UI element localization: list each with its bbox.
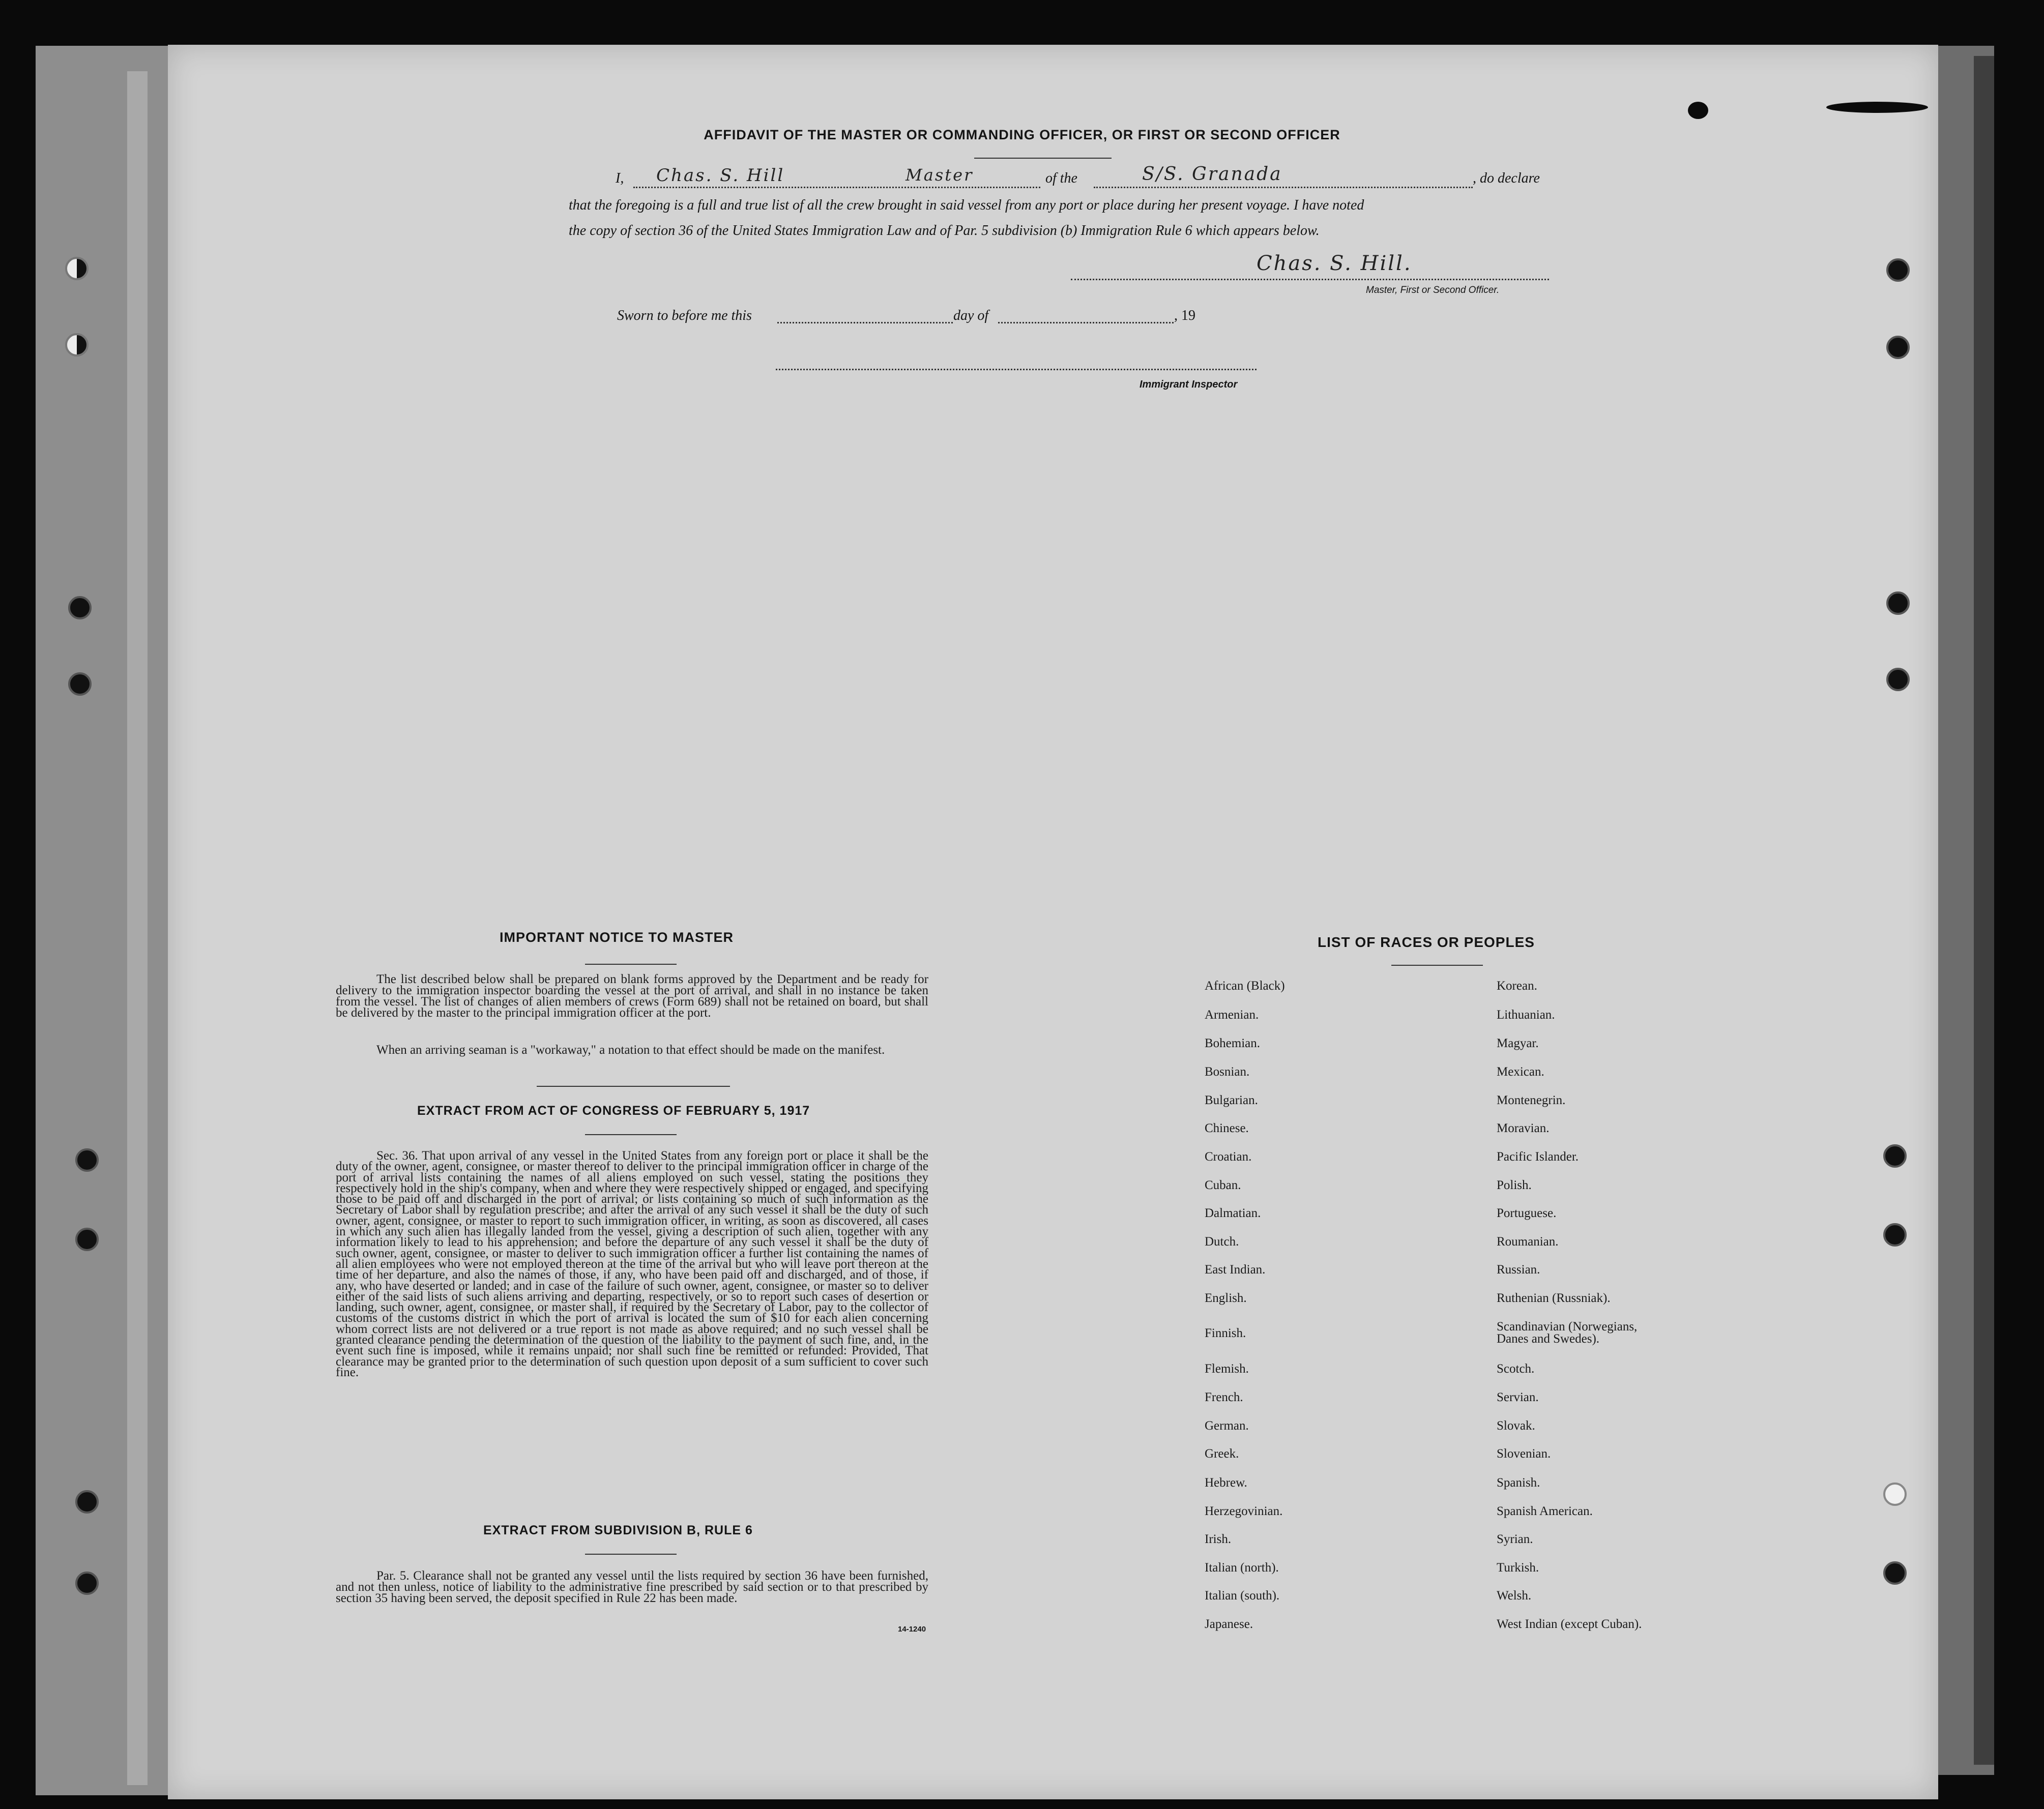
race-item: Spanish. bbox=[1497, 1476, 1540, 1490]
race-item: Dutch. bbox=[1205, 1235, 1239, 1249]
affidavit-line-3: the copy of section 36 of the United States Immigration Law and of Par. 5 subdivision (b) Immigration Rule 6 which appears below. bbox=[569, 223, 1320, 239]
par5-text: Clearance shall not be granted any vessel until the lists required by section 36 have been furnished, and not then unless, notice of liability to the administrative fine prescribed by said section or to that prescribed by section 35 having been served, the deposit specified in Rule 22 has been made. bbox=[336, 1569, 928, 1605]
year-label: , 19 bbox=[1174, 308, 1195, 323]
race-item: Pacific Islander. bbox=[1497, 1150, 1579, 1164]
race-item: Bohemian. bbox=[1205, 1036, 1261, 1050]
punch-hole-icon bbox=[1883, 1561, 1907, 1585]
race-item: African (Black) bbox=[1205, 979, 1285, 993]
race-item: Slovak. bbox=[1497, 1419, 1535, 1433]
vessel-name-handwritten: S/S. Granada bbox=[1142, 164, 1282, 185]
race-item: Slovenian. bbox=[1497, 1447, 1551, 1461]
race-item: German. bbox=[1205, 1419, 1249, 1433]
race-item: Montenegrin. bbox=[1497, 1093, 1566, 1107]
race-item: Ruthenian (Russniak). bbox=[1497, 1291, 1611, 1305]
race-item: Polish. bbox=[1497, 1178, 1532, 1192]
race-item: West Indian (except Cuban). bbox=[1497, 1617, 1642, 1631]
name-blank bbox=[633, 187, 1040, 188]
punch-hole-icon bbox=[1886, 668, 1910, 691]
punch-hole-icon bbox=[1883, 1223, 1907, 1247]
extract1-divider bbox=[585, 1134, 677, 1135]
punch-hole-icon bbox=[1886, 591, 1910, 615]
race-item: Herzegovinian. bbox=[1205, 1504, 1283, 1518]
race-item: Cuban. bbox=[1205, 1178, 1241, 1192]
date-day-blank bbox=[777, 322, 953, 323]
race-item: Spanish American. bbox=[1497, 1504, 1593, 1518]
date-month-blank bbox=[998, 322, 1174, 323]
races-title: LIST OF RACES OR PEOPLES bbox=[1318, 934, 1535, 950]
title-divider bbox=[974, 158, 1112, 159]
race-item: Scandinavian (Norwegians, Danes and Swedes). bbox=[1497, 1320, 1638, 1346]
race-item: Finnish. bbox=[1205, 1326, 1246, 1340]
signature-caption: Master, First or Second Officer. bbox=[1366, 285, 1500, 295]
sec36-paragraph bbox=[336, 1150, 928, 1378]
binder-edge-left bbox=[36, 46, 178, 1795]
race-item: Dalmatian. bbox=[1205, 1206, 1261, 1220]
race-item: Servian. bbox=[1497, 1390, 1539, 1404]
punch-hole-icon bbox=[1883, 1144, 1907, 1168]
page-stack-shadow-right bbox=[1974, 56, 1994, 1765]
race-item: Croatian. bbox=[1205, 1150, 1252, 1164]
race-item: Greek. bbox=[1205, 1447, 1239, 1461]
notice-title: IMPORTANT NOTICE TO MASTER bbox=[500, 930, 734, 945]
race-item: French. bbox=[1205, 1390, 1243, 1404]
affidavit-title: AFFIDAVIT OF THE MASTER OR COMMANDING OFFICER, OR FIRST OR SECOND OFFICER bbox=[704, 127, 1340, 142]
race-item: Portuguese. bbox=[1497, 1206, 1557, 1220]
race-item: Hebrew. bbox=[1205, 1476, 1247, 1490]
race-item: Japanese. bbox=[1205, 1617, 1253, 1631]
races-divider bbox=[1391, 965, 1483, 966]
race-item: Korean. bbox=[1497, 979, 1537, 993]
section-divider bbox=[537, 1086, 730, 1087]
race-item: Bosnian. bbox=[1205, 1065, 1250, 1079]
notice-paragraph-2: When an arriving seaman is a "workaway," a notation to that effect should be made on the manifest. bbox=[376, 1043, 885, 1057]
binder-hole-icon bbox=[75, 1571, 99, 1595]
extract2-divider bbox=[585, 1554, 677, 1555]
race-item: Magyar. bbox=[1497, 1036, 1539, 1050]
rank-handwritten: Master bbox=[906, 165, 974, 185]
race-item: Armenian. bbox=[1205, 1008, 1259, 1022]
race-item: Mexican. bbox=[1497, 1065, 1544, 1079]
binder-strip bbox=[127, 71, 148, 1785]
document-sheet bbox=[168, 45, 1938, 1799]
form-number: 14-1240 bbox=[898, 1625, 926, 1634]
race-item: Bulgarian. bbox=[1205, 1093, 1258, 1107]
race-item: Italian (north). bbox=[1205, 1561, 1279, 1575]
race-item: Italian (south). bbox=[1205, 1589, 1280, 1603]
race-item: Irish. bbox=[1205, 1532, 1232, 1546]
binder-hole-icon bbox=[65, 257, 89, 280]
extract2-title: EXTRACT FROM SUBDIVISION B, RULE 6 bbox=[483, 1523, 753, 1537]
inspector-caption: Immigrant Inspector bbox=[1140, 379, 1238, 390]
race-item: Syrian. bbox=[1497, 1532, 1533, 1546]
punch-hole-icon bbox=[1886, 336, 1910, 359]
of-the-label: of the bbox=[1045, 170, 1077, 186]
race-item: Scotch. bbox=[1497, 1362, 1535, 1376]
race-item: Chinese. bbox=[1205, 1121, 1249, 1135]
race-item: Turkish. bbox=[1497, 1561, 1539, 1575]
affidavit-i-label: I, bbox=[616, 170, 624, 186]
master-name-handwritten: Chas. S. Hill bbox=[656, 165, 785, 186]
sworn-label: Sworn to before me this bbox=[617, 308, 752, 323]
affidavit-line-2: that the foregoing is a full and true list of all the crew brought in said vessel from any port or place during her present voyage. I have noted bbox=[569, 197, 1364, 213]
signature-blank bbox=[1071, 279, 1549, 280]
par5-paragraph bbox=[336, 1570, 928, 1604]
race-item: Roumanian. bbox=[1497, 1235, 1559, 1249]
binder-hole-icon bbox=[68, 672, 92, 696]
par5-label: Par. 5. bbox=[376, 1569, 410, 1583]
race-item: Moravian. bbox=[1497, 1121, 1550, 1135]
binder-hole-icon bbox=[75, 1148, 99, 1172]
punch-hole-icon bbox=[1886, 258, 1910, 282]
binder-hole-icon bbox=[75, 1228, 99, 1251]
binder-hole-icon bbox=[75, 1490, 99, 1514]
ink-blot-icon bbox=[1688, 102, 1708, 119]
sec36-label: Sec. 36. bbox=[376, 1149, 418, 1163]
punch-hole-icon bbox=[1883, 1482, 1907, 1506]
sec36-text: That upon arrival of any vessel in the United States from any foreign port or place it shall be the duty of the owner, agent, consignee, or master thereof to deliver to the principal immigration officer in charge of the port of arrival lists containing the names of all aliens employed on such vessel, stating the positions they respectively hold in the ship's company, when and where they were respectively shipped or engaged, and specifying those to be paid off and discharged in the port of arrival; or lists containing so much of such information as the Secretary of Labor shall by regulation prescribe; and after the arrival of any such vessel it shall be the duty of such owner, agent, consignee, or master to report to such immigration officer, in writing, as soon as discovered, all cases in which any such alien has illegally landed from the vessel, giving a description of such alien, together with any information likely to lead to his apprehension; and before the departure of any such vessel it shall be the duty of such owner, agent, consignee, or master to deliver to such immigration officer a further list containing the names of all alien employees who were not employed thereon at the time of the arrival but who will leave port thereon at the time of her departure, and also the names of those, if any, who have been paid off and discharged, and of those, if any, who have deserted or landed; and in case of the failure of such owner, agent, consignee, or master so to deliver either of the said lists of such aliens arriving and departing, respectively, or so to report such cases of desertion or landing, such owner, agent, consignee, or master shall, if required by the Secretary of Labor, pay to the collector of customs of the customs district in which the port of arrival is located the sum of $10 for each alien concerning whom correct lists are not delivered or a true report is not made as above required; and no such vessel shall be granted clearance pending the determination of the question of the liability to the payment of such fine, and, in the event such fine is imposed, while it remains unpaid; nor shall such fine be remitted or refunded: Provided, That clearance may be granted prior to the determination of such question upon deposit of a sum sufficient to cover such fine. bbox=[336, 1149, 928, 1379]
day-of-label: day of bbox=[953, 308, 989, 323]
race-item: Lithuanian. bbox=[1497, 1008, 1555, 1022]
race-item: East Indian. bbox=[1205, 1263, 1266, 1277]
notice-paragraph-1: The list described below shall be prepared on blank forms approved by the Department and be ready for delivery to the immigration inspector boarding the vessel at the port of arrival, and shall in no instance be taken from the vessel. The list of changes of alien members of crews (Form 689) shall not be retained on board, but shall be delivered by the master to the principal immigration officer at the port. bbox=[336, 972, 928, 1020]
extract1-title: EXTRACT FROM ACT OF CONGRESS OF FEBRUARY 5, 1917 bbox=[417, 1104, 810, 1118]
race-item: Welsh. bbox=[1497, 1589, 1532, 1603]
race-item: Flemish. bbox=[1205, 1362, 1249, 1376]
binder-hole-icon bbox=[68, 596, 92, 619]
binder-hole-icon bbox=[65, 333, 89, 357]
notice-divider bbox=[585, 964, 677, 965]
ink-blot-icon bbox=[1826, 102, 1928, 113]
race-item: English. bbox=[1205, 1291, 1247, 1305]
inspector-blank bbox=[776, 369, 1257, 370]
vessel-blank bbox=[1094, 187, 1473, 188]
do-declare-label: , do declare bbox=[1473, 170, 1540, 186]
race-item: Russian. bbox=[1497, 1263, 1540, 1277]
signature-handwritten: Chas. S. Hill. bbox=[1257, 252, 1412, 275]
